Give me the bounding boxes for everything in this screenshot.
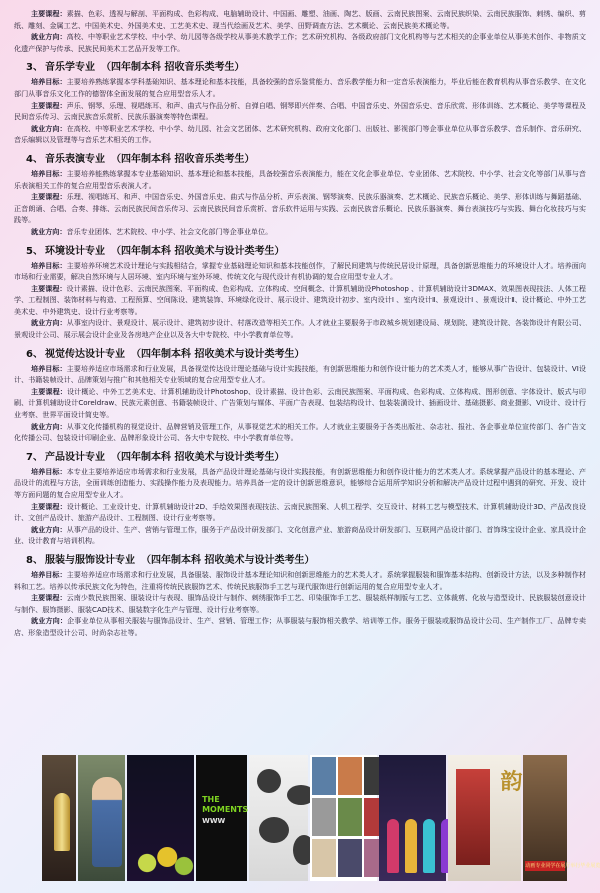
intro-employment-text: 高校、中等职业艺术学校、中小学、幼儿园等各级学校从事美术教学工作；艺术研究机构、各级政府部门文化机构等与艺术相关的企事业单位从事美术创作、非物质文化遗产保护与传承、民族民间美术工艺品开发等工作。 [14,32,586,53]
collage-tile [338,798,362,836]
photo-moments-poster [196,755,247,881]
intro-employment-label: 就业方向： [31,32,67,42]
section-meta: （四年制本科 招收美术与设计类考生） [110,451,285,463]
employment-paragraph [14,123,586,146]
employment-text: 从事产品的设计、生产、营销与管理工作，服务于产品设计研发部门、文化创意产业、旅游商品设计研发部门、互联网产品设计部门、首饰珠宝设计企业、家具设计企业、设计教育与培训机构。 [14,524,586,546]
section-music-performance [14,153,586,238]
goal-label: 培养目标： [31,466,67,476]
sculpture-object [257,769,281,793]
courses-text: 设计素描、设计色彩、云南民族图案、平面构成、色彩构成、立体构成、空间概念、计算机辅助设Photoshop 、计算机辅助设计3DMAX、效果图表现技法、人体工程学、工程制图、装饰材料与构造、工程预算、空间陈设、建筑装饰、环境绿化设计、展示设计、建筑设计初步、室内设计Ⅰ 、室内设计Ⅱ、景观设计Ⅰ 、景观设计Ⅱ、设计概论、中外工艺美术史、中外建筑史、设计行业考察等。 [14,283,586,316]
section-meta: （四年制本科 招收音乐类考生） [100,62,245,74]
courses-text: 设计概论、工业设计史、计算机辅助设计2D、手绘效果图表现技法、云南民族图案、人机工程学、交互设计、材料工艺与模型技术、计算机辅助设计3D、产品改良设计、文创产品设计、旅游产品设计、工程制图、设计行业考察等。 [14,501,586,523]
photo-collage [310,755,376,881]
courses-paragraph [14,100,586,123]
employment-paragraph [14,524,586,547]
goal-paragraph [14,260,586,283]
goal-text: 主要培养熟练掌握本学科基础知识、基本理论和基本技能，具备较强的音乐鉴赏能力、音乐教学能力和一定音乐表演能力，毕业后能在教育机构从事音乐教学、在文化部门从事音乐文化工作的德智体全面发展的复合应用型音乐人才。 [14,77,586,98]
dancer-figure [405,819,417,873]
courses-paragraph [14,386,586,421]
section-meta: （四年制本科 招收美术与设计类考生） [130,348,305,360]
section-environment-design [14,245,586,341]
costume-panel [456,769,490,865]
employment-text: 从事文化传播机构的视觉设计、品牌营销及管理工作，从事视觉艺术的相关工作。人才就业主要服务于各类出版社、杂志社、报社、各企事业单位宣传部门、各广告文化传播公司、包装设计印刷企业、品牌形象设计公司、各大中专院校、中小学教育单位等。 [14,421,586,443]
section-title [26,153,586,167]
dancer-figure [423,819,435,873]
portrait-figure [92,777,122,867]
employment-paragraph [14,317,586,340]
employment-label: 就业方向： [31,616,68,626]
goal-label: 培养目标： [31,77,67,87]
goal-text: 主要培养适应市场需求和行业发展，具备服装、服饰设计基本理论知识和创新思维能力的艺术类人才。系统掌握服装和服饰基本结构、创新设计方法，以及多种制作材料和工艺。培养以传承民族文化为特色，注重将传统民族服饰艺术、传统民族服饰手工艺与现代服饰进行创新运用的复合应用型专业人才。 [14,569,586,591]
courses-text: 乐理、视唱练耳、和声、中国音乐史、外国音乐史、曲式与作品分析、声乐表演、钢琴演奏、民族乐器演奏、艺术概论、民族音乐概论、美学、形体训练与舞蹈基础、正音朗诵、合唱、合奏、排练、云南民族民间音乐传习、云南民族民间音乐赏析、音乐软件运用与实践、云南民族音乐概论、民族乐器演奏、舞台表演技巧与实践、舞台化妆技巧与实践等。 [14,192,586,225]
section-title [26,61,586,75]
section-visual-communication [14,348,586,444]
collage-tile [338,839,362,877]
trophy-icon [54,793,70,851]
photo-trophy [42,755,76,881]
goal-label: 培养目标： [31,168,67,178]
goal-paragraph [14,569,586,592]
section-name: 音乐表演专业 [44,153,105,165]
courses-text: 声乐、钢琴、乐理、视唱练耳、和声、曲式与作品分析、自弹自唱、钢琴即兴伴奏、合唱、中国音乐史、外国音乐史、音乐欣赏、形体训练、艺术概论、美学等课程及民间音乐传习、云南民族音乐赏析、民族乐器演奏等特色课程。 [14,100,586,122]
section-meta: （四年制本科 招收音乐类考生） [110,153,255,165]
exhibition-banner: 动画专业同学在展厅举行毕业展览 [525,863,600,869]
section-meta: （四年制本科 招收美术与设计类考生） [110,245,285,257]
section-title [26,554,586,568]
employment-label: 就业方向： [31,226,67,236]
photo-sculptures [249,755,308,881]
collage-tile [312,839,336,877]
section-name: 环境设计专业 [44,245,105,257]
goal-text: 主要培养能熟练掌握本专业基础知识、基本理论和基本技能，具备较强音乐表演能力，能在文化企事业单位、专业团体、艺术院校、中小学、社会文化等部门从事与音乐表演相关工作的复合应用型音乐表演人才。 [14,168,586,190]
collage-tile [312,757,336,795]
employment-paragraph [14,226,586,238]
photo-stage-performance [127,755,194,881]
section-name: 服装与服饰设计专业 [44,554,135,566]
goal-label: 培养目标： [31,569,67,579]
employment-label: 就业方向： [31,318,67,328]
intro-courses-text: 素描、色彩、透视与解剖、平面构成、色彩构成、电脑辅助设计、中国画、雕塑、油画、陶艺、版画、云南民族图案、云南民族织染、云南民族服饰、刺绣、编织、剪纸、雕刻、金属工艺、中国美术史、外国美术史、工艺美术史、现当代绘画及艺术、美学、田野调查方法、艺术概论、云南民族美术概论等。 [14,9,586,30]
goal-paragraph [14,466,586,501]
photo-dance-show [379,755,447,881]
employment-text: 从事室内设计、景观设计、展示设计、建筑初步设计、村落改造等相关工作。人才就业主要服务于市政城乡规划建设局、规划院、建筑设计院、各装饰设计有限公司、景观设计公司、展示展会设计企业及各房地产企业以及各大中专院校、中小学教育单位等。 [14,318,586,340]
section-title [26,245,586,259]
goal-paragraph [14,76,586,99]
goal-paragraph [14,168,586,191]
courses-paragraph [14,501,586,524]
photo-portrait-painting [78,755,125,881]
collage-tile [312,798,336,836]
section-name: 产品设计专业 [44,451,105,463]
section-title [26,451,586,465]
employment-text: 企事业单位从事相关服装与服饰品设计、生产、营销、管理工作；从事服装与服饰相关教学、培训等工作。服务于服装或服饰品设计公司、生产制作工厂、品牌专卖店、形象造型设计公司、时尚杂志社等。 [14,616,586,637]
collage-tile [338,757,362,795]
photo-strip [42,755,600,881]
goal-label: 培养目标： [31,260,67,270]
sculpture-object [259,817,289,843]
employment-paragraph [14,421,586,444]
photo-costume-exhibit [448,755,521,881]
intro-courses-paragraph [14,8,586,31]
courses-text: 设计概论、中外工艺美术史、计算机辅助设计Photoshop、设计素描、设计色彩、云南民族图案、平面构成、色彩构成、立体构成、图形创意、字体设计、版式与印刷、计算机辅助设计Coreldraw、民族元素创意、书籍装帧设计、广告策划与媒体、平面广告表现、包装结构设计、包装装潢设计、插画设计、基础摄影、商业摄影、VI设计、设计行业考察、世界平面设计简史等。 [14,386,587,420]
goal-text: 主要培养适应市场需求和行业发展，具备视觉传达设计理论基础与设计实践技能，有创新思维能力和创作设计能力的艺术类人才，能够从事广告设计、包装设计、VI设计、书籍装帧设计、品牌策划与推广和其他相关专业领域的复合应用型专业人才。 [14,363,586,385]
courses-label: 主要课程： [31,192,67,202]
courses-label: 主要课程： [31,386,67,396]
intro-employment-paragraph [14,31,586,54]
courses-text: 云南少数民族图案、服装设计与表现、服饰品设计与制作、刺绣服饰手工艺、印染服饰手工艺、服装纸样制版与工艺、立体裁剪、化妆与造型设计、民族服装创意设计与制作、服饰摄影、服装CAD技术、服装数字化生产与管理、设计行业考察等。 [14,593,586,614]
section-number: 4、 [26,153,43,165]
courses-label: 主要课程： [31,283,67,293]
section-name: 视觉传达设计专业 [44,348,125,360]
courses-label: 主要课程： [31,501,67,511]
intro-courses-label: 主要课程： [31,9,67,18]
courses-paragraph [14,283,586,318]
section-name: 音乐学专业 [44,62,95,74]
section-meta: （四年制本科 招收美术与设计类考生） [140,554,315,566]
moments-subtitle: WWW [202,817,226,825]
employment-label: 就业方向： [31,421,67,431]
section-music [14,61,586,146]
section-title [26,348,586,362]
employment-label: 就业方向： [31,123,67,133]
section-number: 6、 [26,348,43,360]
goal-paragraph [14,363,586,386]
section-number: 8、 [26,554,43,566]
section-number: 3、 [26,62,43,74]
section-number: 5、 [26,245,43,257]
employment-paragraph [14,615,586,638]
employment-text: 音乐专业团体、艺术院校、中小学、社会文化部门等企事业单位。 [66,226,273,236]
goal-label: 培养目标： [31,363,67,373]
stage-lights [127,821,194,881]
goal-text: 主要培养环境艺术设计理论与实践相结合，掌握专业基础理论知识和基本技能创作，了解民间建筑与传统民居设计原理，具备创新思维能力的环境设计人才。培养面向市场和行业需要，解决自然环境与人居环境、室内环境与室外环境、传统文化与现代设计有机协调的复合应用型专业人才。 [14,260,586,282]
photo-graduation-exhibition [523,755,600,881]
section-product-design [14,451,586,547]
section-fashion-design [14,554,586,639]
intro-block [14,8,586,54]
dancer-figure [387,819,399,873]
section-number: 7、 [26,451,43,463]
courses-paragraph [14,191,586,226]
decor-character: 韵 [500,769,523,795]
goal-text: 本专业主要培养适应市场需求和行业发展，具备产品设计理论基础与设计实践技能，有创新思维能力和创作设计能力的艺术类人才。系统掌握产品设计的基本理论、产品设计的流程与方法，全面训练创造能力、实践操作能力及表现能力。培养具备一定的设计创新思维意识，能够综合运用所学知识分析和解决产品设计过程中遇到的研究、开发、设计等方面问题的复合应用型专业人才。 [14,466,586,499]
courses-label: 主要课程： [31,100,67,110]
employment-label: 就业方向： [31,524,67,534]
courses-paragraph [14,592,586,615]
moments-title: THE MOMENTS [202,795,249,814]
courses-label: 主要课程： [31,593,67,603]
employment-text: 在高校、中等职业艺术学校、中小学、幼儿园、社会文艺团体、艺术研究机构、政府文化部门、出版社、影视部门等企事业单位从事音乐教学、音乐制作、音乐研究、音乐编辑以及管理等与音乐艺术相关的工作。 [14,123,586,145]
